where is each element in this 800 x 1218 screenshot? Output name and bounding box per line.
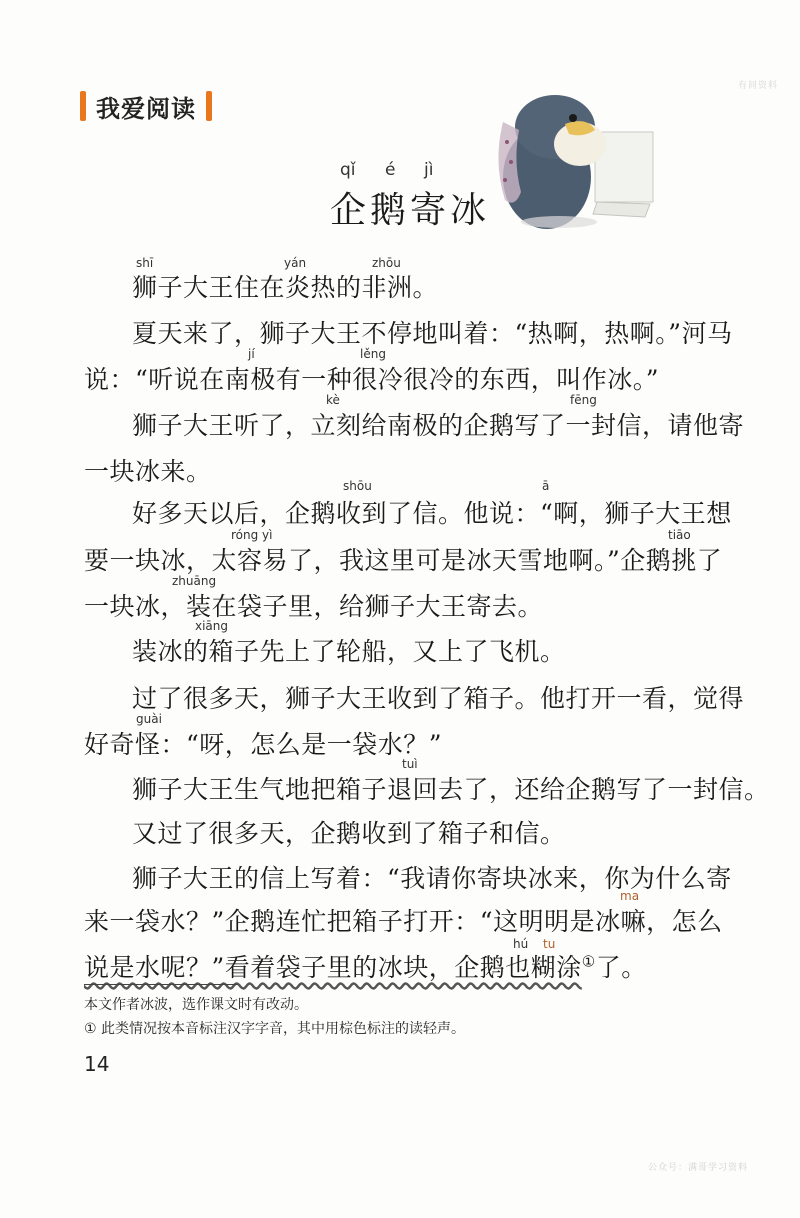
pinyin-guai: guài — [136, 712, 162, 726]
story-line-3: 说：“听说在南极有一种很冷很冷的东西，叫作冰。” — [84, 365, 660, 394]
accent-bar-left — [80, 91, 86, 121]
story-line-4: 狮子大王听了，立刻给南极的企鹅写了一封信，请他寄 — [132, 411, 745, 440]
pinyin-leng: lěng — [360, 347, 386, 361]
section-title: 我爱阅读 — [96, 94, 196, 123]
pinyin-tu: tu — [543, 937, 556, 951]
story-line-6: 好多天以后，企鹅收到了信。他说：“啊，狮子大王想 — [132, 499, 732, 528]
footnote-source: 本文作者冰波，选作课文时有改动。 — [84, 997, 308, 1013]
pinyin-rongyi: róng yì — [231, 528, 273, 542]
story-line-8: 一块冰，装在袋子里，给狮子大王寄去。 — [84, 592, 544, 621]
page-number: 14 — [84, 1052, 110, 1076]
pinyin-a: ā — [542, 479, 550, 493]
accent-bar-right — [206, 91, 212, 121]
story-line-16-end: 了。 — [595, 953, 647, 982]
story-line-7: 要一块冰，太容易了，我这里可是冰天雪地啊。”企鹅挑了 — [84, 546, 723, 575]
story-title: 企鹅寄冰 — [330, 190, 491, 231]
pinyin-ke: kè — [326, 393, 340, 407]
footnote-1: ① 此类情况按本音标注汉字字音，其中用棕色标注的读轻声。 — [84, 1021, 465, 1037]
story-line-16-text: 说是水呢？”看着袋子里的冰块，企鹅也糊涂 — [84, 953, 582, 982]
pinyin-shou: shōu — [343, 479, 372, 493]
footnote-mark: ① — [581, 952, 596, 971]
story-line-16 — [84, 948, 647, 984]
pinyin-hu: hú — [513, 937, 529, 951]
story-line-10: 过了很多天，狮子大王收到了箱子。他打开一看，觉得 — [132, 684, 745, 713]
story-line-11: 好奇怪：“呀，怎么是一袋水？” — [84, 730, 443, 759]
story-line-2: 夏天来了，狮子大王不停地叫着：“热啊，热啊。”河马 — [132, 319, 733, 348]
story-line-13: 又过了很多天，企鹅收到了箱子和信。 — [132, 819, 566, 848]
story-line-9: 装冰的箱子先上了轮船，又上了飞机。 — [132, 637, 566, 666]
pinyin-yan: yán — [284, 256, 307, 270]
watermark-top: 有间资料 — [738, 81, 779, 91]
pinyin-tui: tuì — [402, 757, 418, 771]
pinyin-shi: shī — [136, 256, 154, 270]
pinyin-zhou: zhōu — [372, 256, 401, 270]
pinyin-ji: jí — [248, 347, 255, 361]
title-pinyin-2: é — [385, 160, 396, 180]
pinyin-feng: fēng — [570, 393, 597, 407]
watermark-bottom: 公众号：满哥学习资料 — [648, 1163, 749, 1173]
title-pinyin-1: qǐ — [340, 160, 356, 180]
story-line-1: 狮子大王住在炎热的非洲。 — [132, 273, 439, 302]
pinyin-ma: ma — [620, 889, 640, 903]
footnote-separator — [84, 984, 238, 985]
story-line-12: 狮子大王生气地把箱子退回去了，还给企鹅写了一封信。 — [132, 775, 770, 804]
story-line-15: 来一袋水？”企鹅连忙把箱子打开：“这明明是冰嘛，怎么 — [84, 907, 723, 936]
title-pinyin-3: jì — [424, 160, 434, 180]
story-line-5: 一块冰来。 — [84, 457, 212, 486]
pinyin-tiao: tiāo — [668, 528, 691, 542]
pinyin-xiang: xiāng — [195, 619, 229, 633]
section-header — [80, 88, 212, 124]
story-line-14: 狮子大王的信上写着：“我请你寄块冰来，你为什么寄 — [132, 864, 732, 893]
pinyin-zhuang: zhuāng — [172, 574, 217, 588]
penguin-illustration — [485, 82, 660, 230]
